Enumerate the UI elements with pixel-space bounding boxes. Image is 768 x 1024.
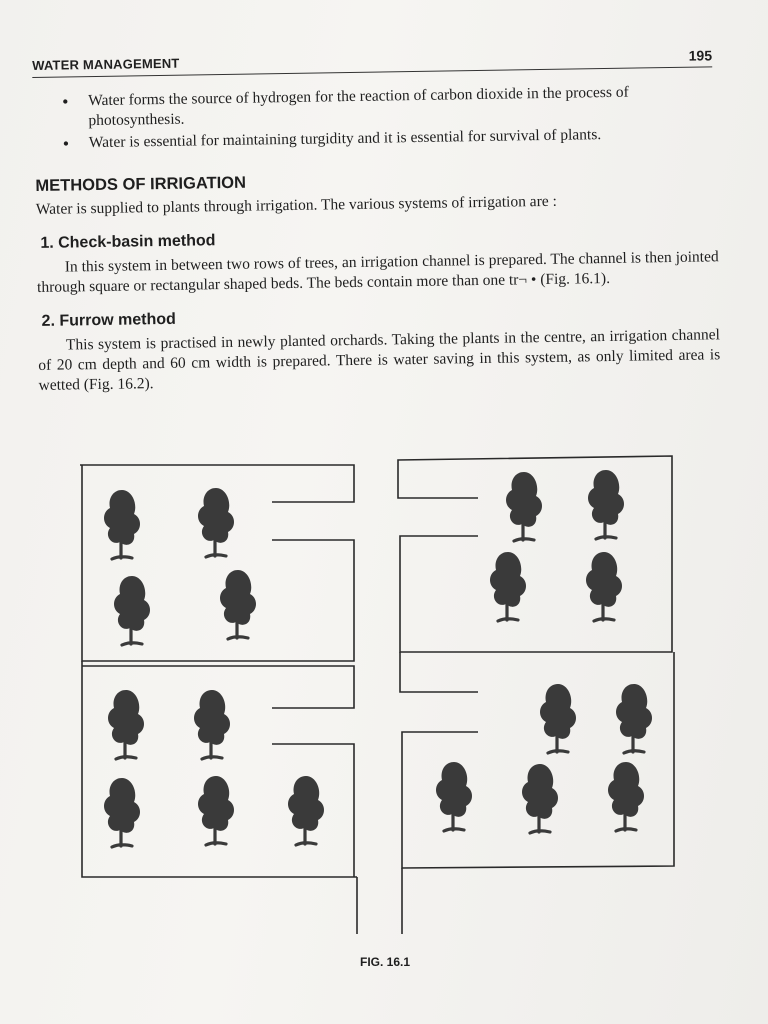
tree-group-right-bottom xyxy=(436,684,652,833)
tree-group-right-top xyxy=(490,470,624,621)
bullet-item: • Water is essential for maintaining turgidity and it is essential for survival of plants. xyxy=(89,123,717,153)
tree-icon xyxy=(540,684,576,753)
tree-icon xyxy=(490,552,526,621)
tree-icon xyxy=(616,684,652,753)
figure-caption: FIG. 16.1 xyxy=(360,955,411,969)
tree-group-left-bottom xyxy=(104,690,324,847)
running-title: WATER MANAGEMENT xyxy=(32,55,180,73)
tree-icon xyxy=(220,570,256,639)
tree-icon xyxy=(436,762,472,831)
page-body xyxy=(34,81,721,396)
section-heading: METHODS OF IRRIGATION xyxy=(35,173,247,195)
method-text-check-basin: In this system in between two rows of trees, an irrigation channel is prepared. The channel is then jointed through square or rectangular shaped beds. The beds contain more than one tr¬ • (Fig. 16.1). xyxy=(36,248,719,296)
tree-icon xyxy=(608,762,644,831)
tree-icon xyxy=(586,552,622,621)
page-header xyxy=(32,47,712,78)
figure-check-basin-diagram xyxy=(70,452,690,952)
section-intro: Water is supplied to plants through irrigation. The various systems of irrigation are : xyxy=(35,192,557,218)
tree-icon xyxy=(288,776,324,845)
bullet-list xyxy=(34,81,717,154)
tree-group-left-top xyxy=(104,488,256,645)
tree-icon xyxy=(506,472,542,541)
tree-icon xyxy=(114,576,150,645)
method-text-furrow: This system is practised in newly planted orchards. Taking the plants in the centre, an irrigation channel of 20 cm depth and 60 cm width is prepared. There is water saving in this system, as only limited area is wetted (Fig. 16.2). xyxy=(38,326,721,394)
tree-icon xyxy=(194,690,230,759)
tree-icon xyxy=(104,778,140,847)
bullet-item: • Water forms the source of hydrogen for the reaction of carbon dioxide in the process of photosynthesis. xyxy=(88,81,717,131)
tree-icon xyxy=(108,690,144,759)
tree-icon xyxy=(588,470,624,539)
tree-icon xyxy=(198,488,234,557)
tree-icon xyxy=(522,764,558,833)
method-heading-furrow: 2. Furrow method xyxy=(41,310,176,330)
method-heading-check-basin: 1. Check-basin method xyxy=(40,232,216,252)
page-number: 195 xyxy=(688,47,713,64)
tree-icon xyxy=(198,776,234,845)
tree-icon xyxy=(104,490,140,559)
